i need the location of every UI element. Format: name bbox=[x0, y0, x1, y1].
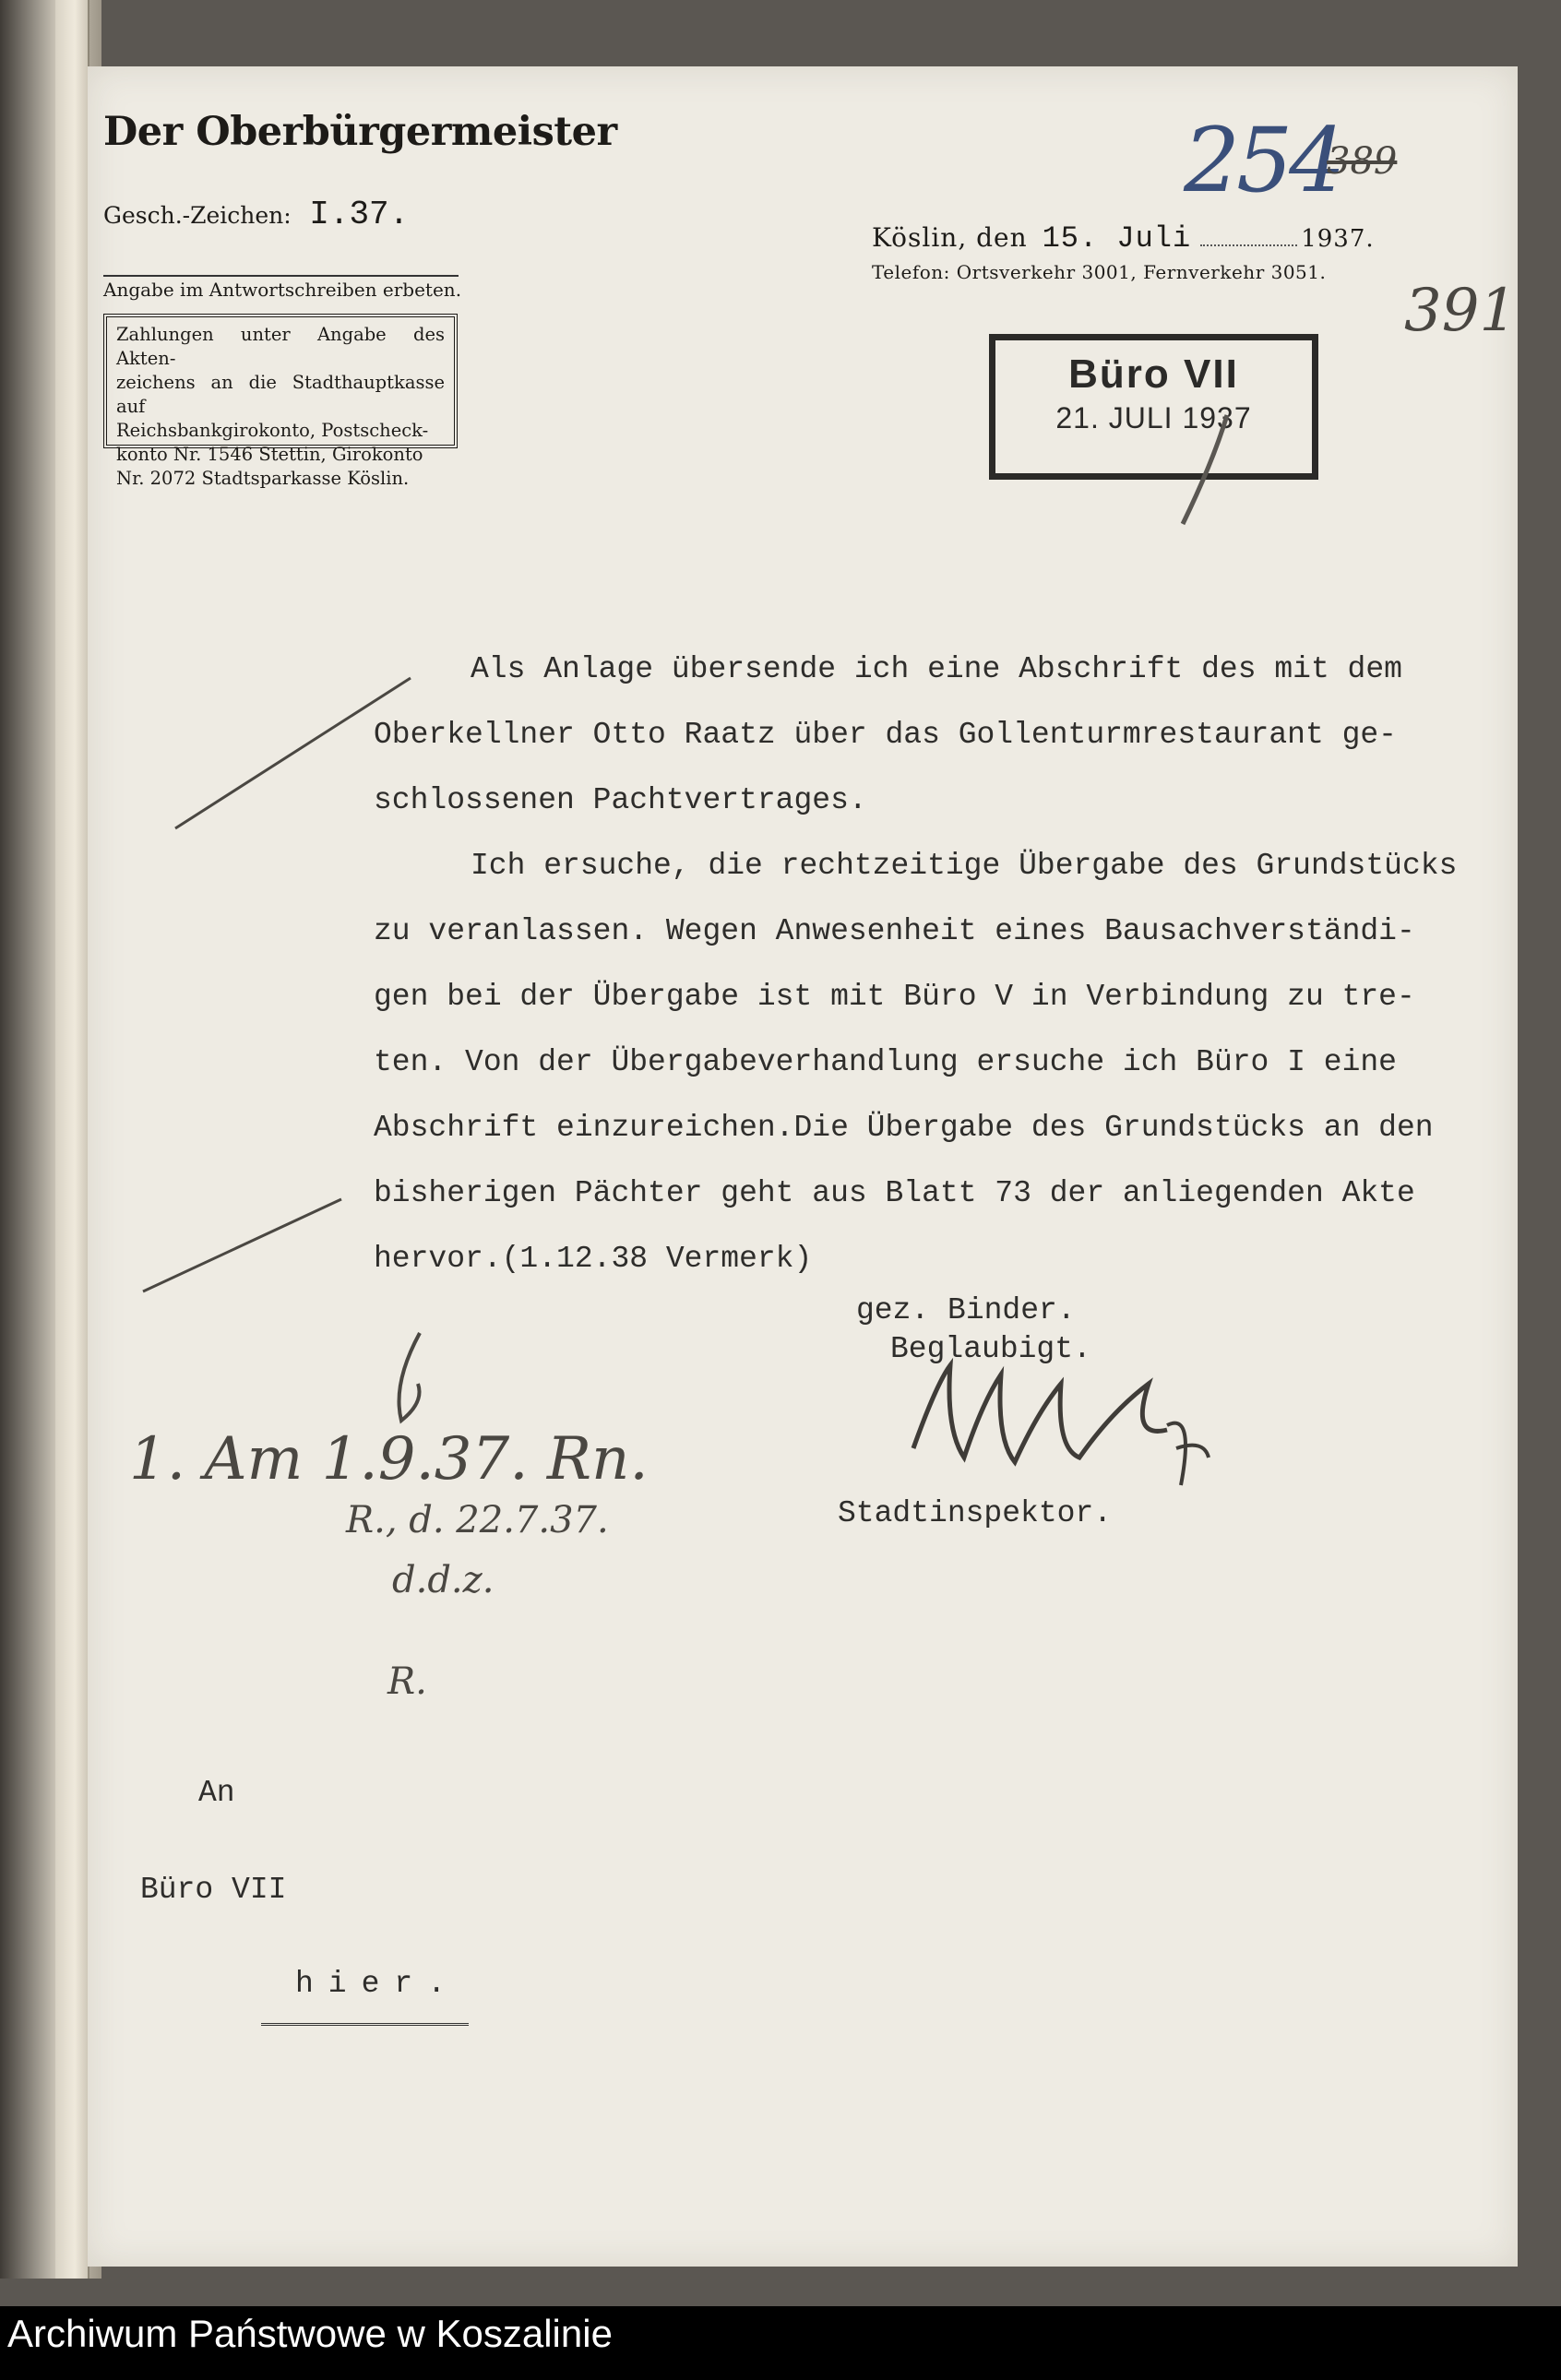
reference-underline bbox=[103, 275, 459, 277]
date-year: 1937. bbox=[1301, 225, 1375, 253]
reference-line bbox=[103, 196, 409, 233]
handwritten-note-4: R. bbox=[387, 1660, 427, 1703]
payment-line: Reichsbankgirokonto, Postscheck- bbox=[116, 420, 429, 441]
payment-line: zeichens an die Stadthauptkasse auf bbox=[116, 372, 445, 417]
date-place: Köslin, den bbox=[872, 222, 1028, 253]
payment-line: Nr. 2072 Stadtsparkasse Köslin. bbox=[116, 468, 410, 489]
payment-info-box bbox=[103, 314, 458, 489]
page-number-struck bbox=[1327, 140, 1397, 183]
signature-certified: Beglaubigt. bbox=[890, 1332, 1091, 1366]
stamp-office: Büro VII bbox=[1068, 351, 1239, 397]
reference-value: I.37. bbox=[309, 196, 410, 233]
stamp-pencil-mark bbox=[1162, 406, 1236, 535]
page-number-pencil: 391 bbox=[1404, 277, 1518, 345]
page-number-struck-text: 389 bbox=[1327, 140, 1398, 183]
margin-stroke-bottom bbox=[134, 1185, 355, 1305]
date-dots bbox=[1200, 244, 1297, 246]
phone-line: Telefon: Ortsverkehr 3001, Fernverkehr 3051. bbox=[872, 261, 1327, 283]
handwritten-note-1: 1. Am 1.9.37. Rn. bbox=[129, 1425, 649, 1493]
body-line: gen bei der Übergabe ist mit Büro V in Verbindung zu tre- bbox=[374, 980, 1415, 1014]
address-office: Büro VII bbox=[140, 1873, 287, 1907]
letter-body bbox=[374, 637, 1518, 1291]
body-line: Ich ersuche, die rechtzeitige Übergabe des Grundstücks bbox=[471, 849, 1458, 883]
body-line: ten. Von der Übergabeverhandlung ersuche ich Büro I eine bbox=[374, 1045, 1397, 1079]
handwritten-mark bbox=[383, 1328, 438, 1430]
archive-credit: Archiwum Państwowe w Koszalinie bbox=[7, 2312, 613, 2355]
body-line: hervor.(1.12.38 Vermerk) bbox=[374, 1242, 813, 1276]
payment-line: Zahlungen unter Angabe des Akten- bbox=[116, 324, 445, 369]
address-underline bbox=[261, 2023, 469, 2026]
office-stamp bbox=[989, 334, 1318, 480]
letterhead-title: Der Oberbürgermeister bbox=[103, 109, 617, 155]
date-day: 15. Juli bbox=[1042, 221, 1192, 256]
address-to: An bbox=[198, 1776, 235, 1810]
payment-line: konto Nr. 1546 Stettin, Girokonto bbox=[116, 444, 423, 465]
date-line bbox=[872, 221, 1375, 256]
body-line: Abschrift einzureichen.Die Übergabe des Grundstücks an den bbox=[374, 1111, 1434, 1145]
body-line: Oberkellner Otto Raatz über das Gollenturmrestaurant ge- bbox=[374, 718, 1397, 752]
page-number-main: 254 bbox=[1184, 109, 1342, 212]
handwritten-signature bbox=[900, 1347, 1222, 1504]
signature-title: Stadtinspektor. bbox=[838, 1496, 1113, 1530]
body-line: bisherigen Pächter geht aus Blatt 73 der anliegenden Akte bbox=[374, 1176, 1415, 1210]
signature-gez: gez. Binder. bbox=[856, 1293, 1076, 1327]
body-line: zu veranlassen. Wegen Anwesenheit eines Bausachverständi- bbox=[374, 914, 1415, 948]
reference-label: Gesch.-Zeichen: bbox=[103, 202, 292, 229]
body-line: Als Anlage übersende ich eine Abschrift des mit dem bbox=[471, 652, 1402, 686]
handwritten-note-2: R., d. 22.7.37. bbox=[346, 1499, 609, 1541]
body-line: schlossenen Pachtvertrages. bbox=[374, 783, 867, 817]
handwritten-note-3: d.d.z. bbox=[392, 1559, 495, 1601]
address-here: hier. bbox=[295, 1967, 461, 2001]
stamp-date: 21. JULI 1937 bbox=[1055, 401, 1252, 434]
answer-note: Angabe im Antwortschreiben erbeten. bbox=[103, 279, 462, 301]
binding-edge bbox=[55, 0, 89, 2279]
